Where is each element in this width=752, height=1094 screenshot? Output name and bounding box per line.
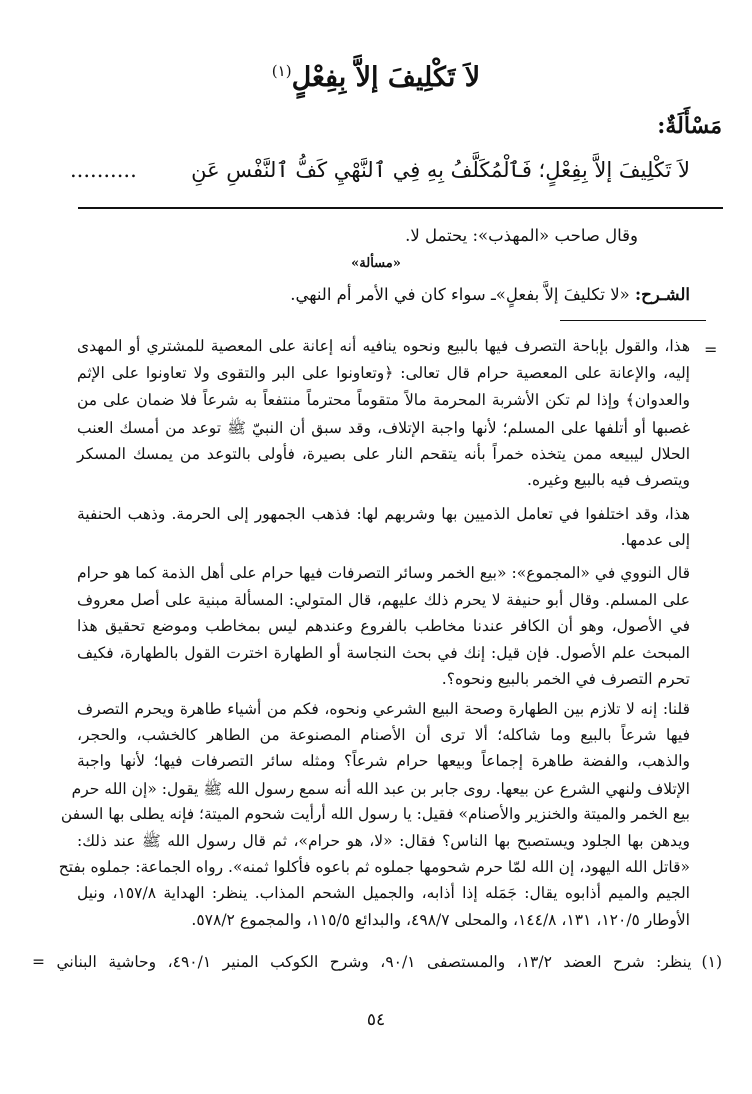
- footnote-line: على المسلم. وقال أبو حنيفة لا يحرم ذلك عليهم، قال المتولي: المسألة مبنية على أصل معروف: [77, 591, 690, 609]
- footnote-1-marker: (١): [701, 953, 722, 971]
- footnote-line: هذا، والقول بإباحة التصرف فيها بالبيع ونحوه ينافيه أنه إعانة على المعصية للمشتري أو المهدى: [77, 337, 690, 355]
- sharh-text: «لا تكليفَ إلاَّ بفعلٍ»ـ سواء كان في الأمر أم النهي.: [290, 285, 630, 304]
- commentary-line: وقال صاحب «المهذب»: يحتمل لا.: [405, 226, 638, 245]
- masala-heading: مَسْأَلَةٌ:: [657, 113, 722, 139]
- footnote-line: «قاتل الله اليهود، إن الله لمّا حرم شحومها جملوه ثم باعوه فأكلوا ثمنه». رواه الجماعة: جملوه بفتح: [58, 858, 690, 876]
- sharh-label: الشـرح:: [634, 285, 690, 304]
- footnote-line: ويدهن بها الجلود ويستصبح بها الناس؟ فقال: «لا، هو حرام»، ثم قال رسول الله ﷺ عند ذلك:: [77, 832, 690, 850]
- footnote-line: في الأصول، وهو أن الكافر عندنا مخاطب بالفروع وعندهم ليس بمخاطب وموضع تحقيق هذا: [77, 617, 690, 635]
- footnote-1-text: ينظر: شرح العضد ١٣/٢، والمستصفى ٩٠/١، وشرح الكوكب المنير ٤٩٠/١، وحاشية البناني =: [32, 953, 692, 971]
- footnote-line: فيها شرعاً بالبيع وما شاكله؛ ألا ترى أن الأصنام المصنوعة من الطاهر كالخشب، والحجر،: [77, 726, 690, 744]
- footnote-line: بيع الخمر والميتة والخنزير والأصنام» فقيل: يا رسول الله أرأيت شحوم الميتة؛ فإنه يطلى بها السفن: [60, 805, 690, 823]
- footnote-line: الحلال ليبيعه ممن يتخذه خمراً بأنه يتقحم النار على بصيرة، فأولى بالتوعد من يمسك المسكر: [77, 445, 690, 463]
- chapter-title-text: لاَ تَكْلِيفَ إلاَّ بِفِعْلٍ: [291, 62, 481, 93]
- footnote-line: الأوطار ١٢٠/٥، ١٣١، ١٤٤/٨، والمحلى ٤٩٨/٧، والبدائع ١١٥/٥، والمجموع ٥٧٨/٢.: [191, 911, 690, 929]
- footnote-line: المبحث علم الأصول. فإن قيل: إنك في بحث النجاسة أو الطهارة اخترت القول بالطهارة، فكيف: [77, 644, 690, 662]
- matn-text: لاَ تَكْلِيفَ إلاَّ بِفِعْلٍ؛ فَٱلْمُكَلَّفُ بِهِ فِي ٱلنَّهْيِ كَفُّ ٱلنَّفْسِ عَنِ: [191, 158, 690, 182]
- footnote-line: الإتلاف ولنهي الشرع عن بيعها. روى جابر بن عبد الله أنه سمع رسول الله ﷺ يقول: «إن الله حرم: [71, 780, 690, 798]
- footnote-line: والذهب، والفضة طاهرة إجماعاً وبيعها حرام شرعاً؟ ومثله سائر التصرفات فيها؛ لأنها واجبة: [77, 752, 690, 770]
- matn-line: [70, 158, 690, 182]
- footnote-line: قال النووي في «المجموع»: «بيع الخمر وسائر التصرفات فيها حرام على أهل الذمة كما هو حرام: [77, 564, 690, 582]
- matn-dots: ..........: [70, 158, 137, 182]
- divider: [78, 207, 723, 209]
- footnote-1: [32, 953, 722, 971]
- footnote-line: والعدوان﴾ وإذا لم تكن الأشربة المحرمة مالاً متقوماً محترماً منتفعاً به شرعاً فلا ضمان على من: [77, 391, 690, 409]
- sharh-line: [290, 285, 690, 304]
- footnote-divider: [560, 320, 706, 321]
- masala-subheading: «مسألة»: [351, 256, 401, 271]
- footnote-line: إليه، والإعانة على المعصية حرام قال تعالى: ﴿وتعاونوا على البر والتقوى ولا تعاونوا على الإثم: [77, 364, 690, 382]
- continuation-mark: =: [704, 340, 718, 359]
- footnote-line: قلنا: إنه لا تلازم بين الطهارة وصحة البيع الشرعي ونحوه، فكم من أشياء طاهرة ويحرم التصرف: [77, 700, 690, 718]
- chapter-title: [0, 62, 752, 93]
- footnote-line: غصبها أو أتلفها على المسلم؛ لأنها واجبة الإتلاف، وقد سبق أن النبيّ ﷺ توعد من أمسك العنب: [77, 419, 690, 437]
- footnote-line: تحرم التصرف في الخمر بالبيع ونحوه؟.: [441, 670, 690, 688]
- footnote-ref: (١): [271, 62, 292, 80]
- footnote-line: ويتصرف فيه بالبيع وغيره.: [527, 471, 690, 489]
- page-number: ٥٤: [366, 1010, 386, 1030]
- footnote-line: هذا، وقد اختلفوا في تعامل الذميين بها وشربهم لها: فذهب الجمهور إلى الحرمة. وذهب الحنفية: [77, 505, 690, 523]
- footnote-line: الجيم والميم أذابوه يقال: جَمَله إذا أذابه، والجميل الشحم المذاب. ينظر: الهداية ١٥٧/٨، ونيل: [77, 884, 690, 902]
- footnote-line: إلى عدمها.: [620, 531, 690, 549]
